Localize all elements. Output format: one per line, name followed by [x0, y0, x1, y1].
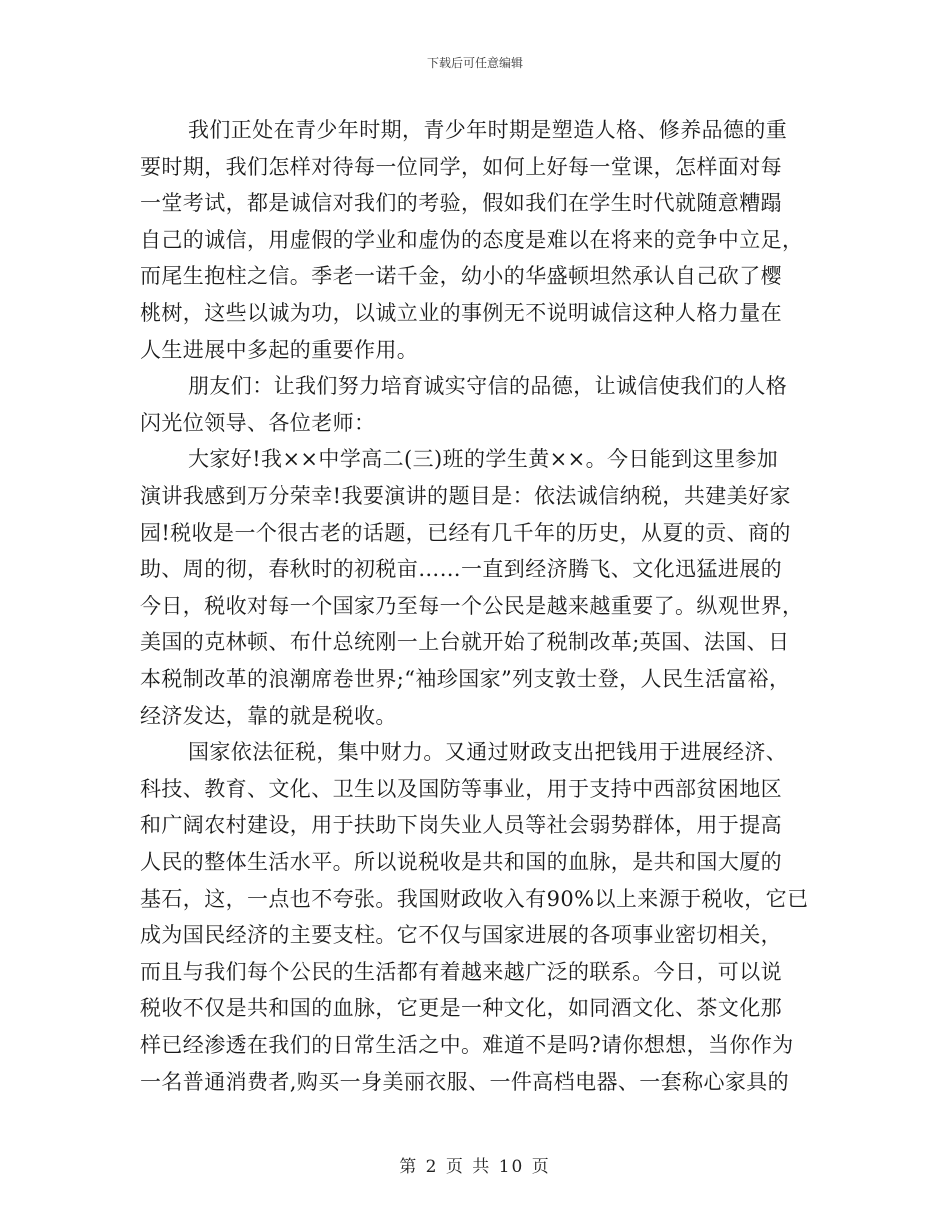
text-line: 助、周的彻，春秋时的初税亩……一直到经济腾飞、文化迅猛进展的 [140, 557, 782, 582]
text-line: 朋友们：让我们努力培育诚实守信的品德，让诚信使我们的人格 [188, 374, 788, 399]
text-line: 闪光位领导、各位老师： [140, 410, 376, 435]
page-header: 下载后可任意编辑 [426, 56, 523, 70]
text-line: 国家依法征税，集中财力。又通过财政支出把钱用于进展经济、 [188, 740, 788, 765]
text-line: 和广阔农村建设，用于扶助下岗失业人员等社会弱势群体，用于提高 [140, 813, 782, 838]
text-line: 成为国民经济的主要支柱。它不仅与国家进展的各项事业密切相关， [140, 923, 782, 948]
text-line: 人生进展中多起的重要作用。 [140, 337, 419, 362]
text-line: 自己的诚信，用虚假的学业和虚伪的态度是难以在将来的竞争中立足， [140, 227, 804, 252]
text-line: 样已经渗透在我们的日常生活之中。难道不是吗?请你想想，当你作为 [140, 1033, 794, 1057]
text-line: 美国的克林顿、布什总统刚一上台就开始了税制改革;英国、法国、日 [140, 630, 790, 655]
text-line: 科技、教育、文化、卫生以及国防等事业，用于支持中西部贫困地区 [140, 776, 782, 801]
text-line: 而且与我们每个公民的生活都有着越来越广泛的联系。今日，可以说 [140, 959, 782, 984]
text-line: 桃树，这些以诚为功，以诚立业的事例无不说明诚信这种人格力量在 [140, 301, 782, 325]
text-line: 演讲我感到万分荣幸!我要演讲的题目是：依法诚信纳税，共建美好家 [140, 484, 791, 508]
text-line: 园!税收是一个很古老的话题，已经有几千年的历史，从夏的贡、商的 [140, 520, 791, 545]
text-line: 税收不仅是共和国的血脉，它更是一种文化，如同酒文化、茶文化那 [140, 996, 782, 1021]
text-line: 经济发达，靠的就是税收。 [140, 703, 397, 728]
text-line: 一堂考试，都是诚信对我们的考验，假如我们在学生时代就随意糟蹋 [140, 191, 782, 216]
text-line: 今日，税收对每一个国家乃至每一个公民是越来越重要了。纵观世界， [140, 593, 804, 618]
text-line: 一名普通消费者,购买一身美丽衣服、一件高档电器、一套称心家具的 [140, 1069, 790, 1094]
text-line: 人民的整体生活水平。所以说税收是共和国的血脉，是共和国大厦的 [140, 850, 782, 874]
text-line: 基石，这，一点也不夸张。我国财政收入有90%以上来源于税收，它已 [140, 886, 809, 911]
text-line: 我们正处在青少年时期，青少年时期是塑造人格、修养品德的重 [188, 118, 788, 142]
text-line: 大家好!我××中学高二(三)班的学生黄××。今日能到这里参加 [188, 447, 779, 472]
text-line: 要时期，我们怎样对待每一位同学，如何上好每一堂课，怎样面对每 [140, 154, 782, 179]
page-footer: 第 2 页 共 10 页 [399, 1157, 551, 1177]
text-line: 本税制改革的浪潮席卷世界;“袖珍国家”列支敦士登，人民生活富裕， [140, 667, 791, 691]
text-line: 而尾生抱柱之信。季老一诺千金，幼小的华盛顿坦然承认自己砍了樱 [140, 264, 782, 289]
